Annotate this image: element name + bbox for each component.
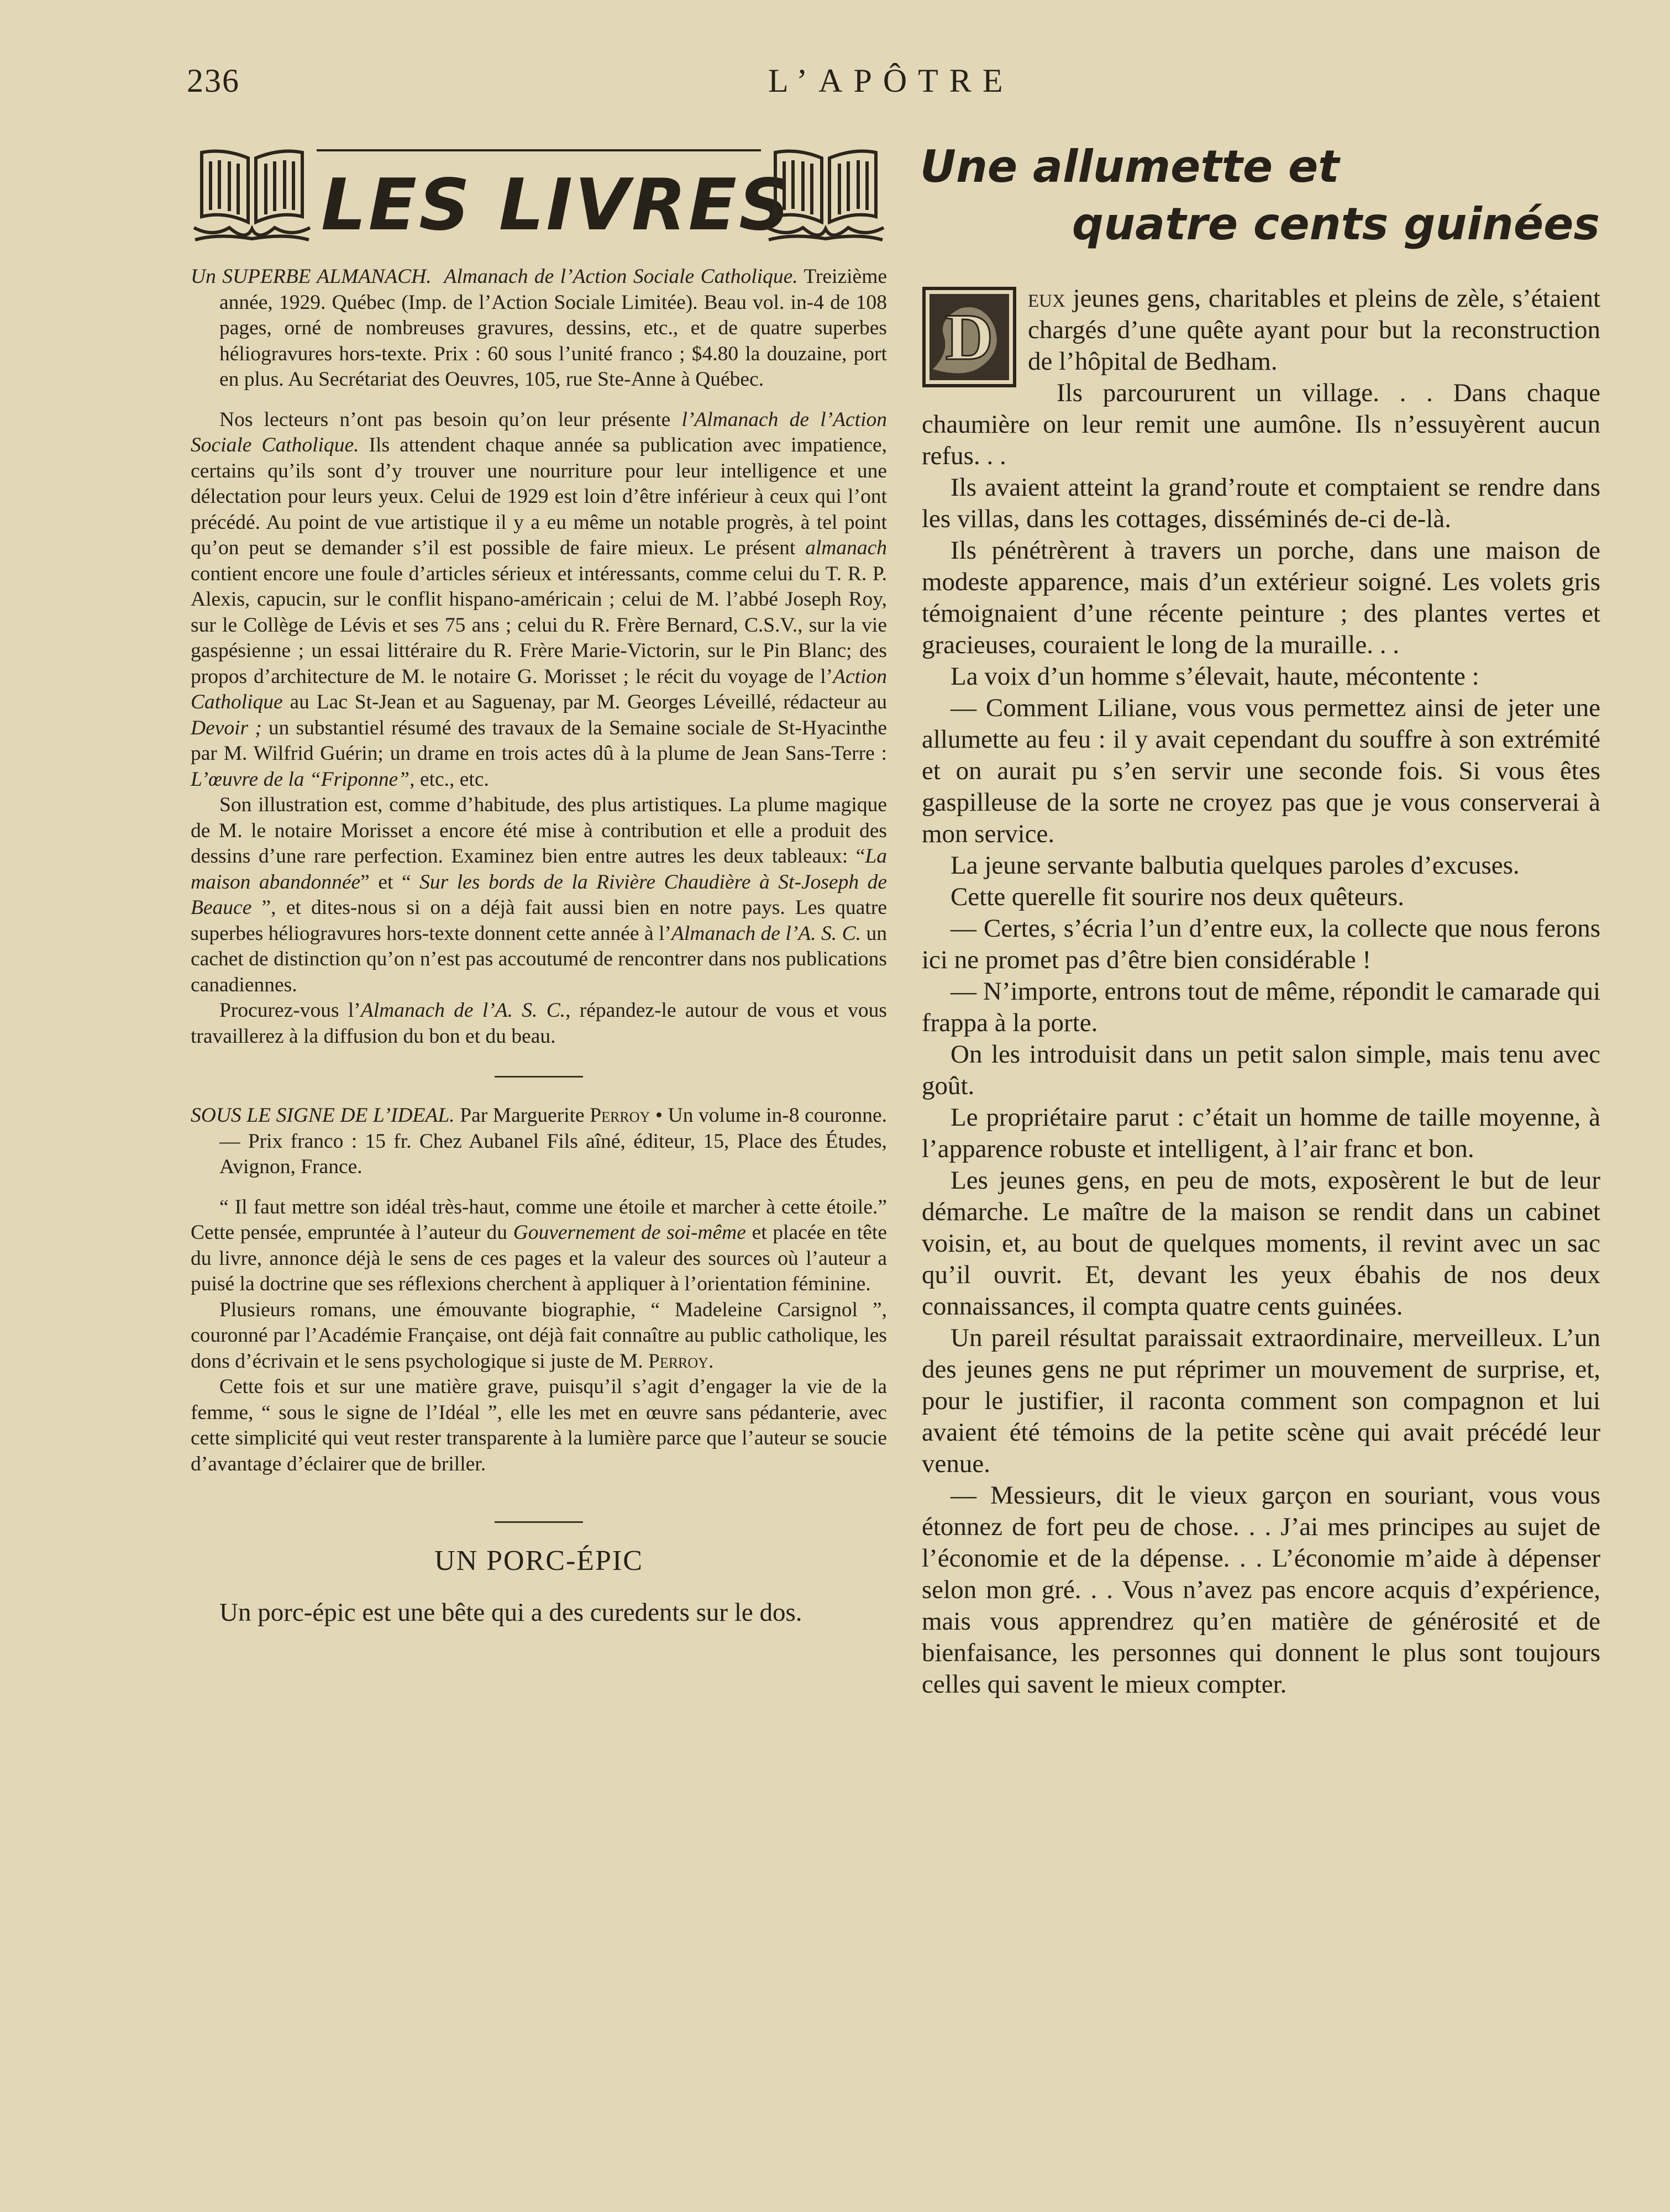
open-book-ornament-icon [764,145,887,244]
books-section-header [191,145,887,250]
porc-epic-text: Un porc-épic est une bête qui a des curedents sur le dos. [219,1598,802,1627]
story-paragraph: — Messieurs, dit le vieux garçon en souriant, vous vous étonnez de fort peu de chose. . . J’ai mes principes au sujet de l’économie et de la dépense. . . L’économie m’aide à dépenser selon mon gré. . . Vous n’avez pas encore acquis d’expérience, mais vous apprendrez qu’en matière de générosité et de bienfaisance, les personnes qui donnent le plus sont toujours celles qui savent le mieux compter. [922,1481,1600,1699]
story-paragraph: Le propriétaire parut : c’était un homme de taille moyenne, à l’apparence robuste et intelligent, à l’air franc et bon. [922,1103,1600,1163]
story-paragraph: Ils pénétrèrent à travers un porche, dans une maison de modeste apparence, mais d’un extérieur soigné. Les volets gris témoignaient d’une récente peinture ; des plantes vertes et gracieuses, couraient le long de la muraille. . . [922,536,1600,659]
story-paragraph: On les introduisit dans un petit salon simple, mais tenu avec goût. [922,1040,1600,1100]
review-1-book-title: Almanach de l’Action Sociale Catholique. [444,265,798,288]
story-paragraph: Cette querelle fit sourire nos deux quêteurs. [950,882,1404,911]
svg-text:D: D [945,300,994,374]
review-2-paragraph: Plusieurs romans, une émouvante biographie, “ Madeleine Carsignol ”, couronné par l’Académie Française, ont déjà fait connaître au public catholique, les dons d’écrivain et le sens psychologique si juste de M. Perroy. [191,1298,887,1373]
story-paragraph: Un pareil résultat paraissait extraordinaire, merveilleux. L’un des jeunes gens ne put réprimer un mouvement de surprise, et, pour le justifier, il raconta comment son compagnon et lui avaient été témoins de la petite scène qui avait précédé leur venue. [922,1323,1600,1478]
running-title: L’APÔTRE [768,62,1014,99]
story-paragraph: Les jeunes gens, en peu de mots, exposèrent le but de leur démarche. Le maître de la maison se rendit dans un cabinet voisin, et, au bout de quelques moments, il revint avec un sac qu’il ouvrit. Et, devant les yeux ébahis de nos deux connaissances, il compta quatre cents guinées. [922,1166,1600,1321]
page-number: 236 [187,62,240,99]
story-paragraph: La voix d’un homme s’élevait, haute, mécontente : [950,662,1479,691]
review-1-title: Un SUPERBE ALMANACH. [191,265,432,288]
review-2-title: SOUS LE SIGNE DE L’IDEAL. [191,1104,455,1127]
header-rule [317,149,761,151]
section-divider [495,1076,583,1078]
porc-epic-title: UN PORC-ÉPIC [434,1545,643,1577]
review-1-entry [191,264,887,393]
story-paragraph: — N’importe, entrons tout de même, répondit le camarade qui frappa à la porte. [922,977,1600,1037]
story-paragraph: La jeune servante balbutia quelques paroles d’excuses. [950,851,1520,880]
open-book-ornament-icon [191,145,313,244]
section-divider [495,1521,583,1523]
review-1-paragraph: Son illustration est, comme d’habitude, des plus artistiques. La plume magique de M. le notaire Morisset a encore été mise à contribution et elle a produit des dessins d’une rare perfection. Examinez bien entre autres les deux tableaux: “La maison abandonnée” et “ Sur les bords de la Rivière Chaudière à St-Joseph de Beauce ”, et dites-nous si on a déjà fait aussi bien en notre pays. Les quatre superbes héliogravures hors-texte donnent cette année à l’Almanach de l’A. S. C. un cachet de distinction qu’on n’est pas accoutumé de rencontrer dans nos publications canadiennes. [191,794,887,996]
story-paragraph: Ils avaient atteint la grand’route et comptaient se rendre dans les villas, dans les cottages, disséminés de-ci de-là. [922,473,1600,533]
story-paragraph: — Certes, s’écria l’un d’entre eux, la collecte que nous ferons ici ne promet pas d’être bien considérable ! [922,914,1600,974]
story-paragraph: — Comment Liliane, vous vous permettez ainsi de jeter une allumette au feu : il y avait cependant du souffre à son extrémité et on aurait pu s’en servir une seconde fois. Si vous êtes gaspilleuse de la sorte ne croyez pas que je vous conserverai à mon service. [922,693,1600,848]
books-section-title: LES LIVRES [321,164,792,246]
review-2-paragraph: “ Il faut mettre son idéal très-haut, comme une étoile et marcher à cette étoile.” Cette pensée, empruntée à l’auteur du Gouvernement de soi-même et placée en tête du livre, annonce déjà le sens de ces pages et la valeur des sources où l’auteur a puisé la doctrine que ses réflexions cherchent à appliquer à l’orientation féminine. [191,1195,887,1295]
review-2-author: Perroy [590,1104,650,1127]
story-title: Une allumette et quatre cents guinées [920,141,1600,250]
review-1-details: Treizième année, 1929. Québec (Imp. de l’Action Sociale Limitée). Beau vol. in-4 de 108 pages, orné de nombreuses gravures, dessins, etc., et de quatre superbes héliogravures hors-texte. Prix : 60 sous l’unité franco ; $4.80 la douzaine, port en plus. Au Secrétariat des Oeuvres, 105, rue Ste-Anne à Québec. [219,265,887,391]
review-2-entry: SOUS LE SIGNE DE L’IDEAL. Par Marguerite Perroy • Un volume in-8 couronne.— Prix franco : 15 fr. Chez Aubanel Fils aîné, éditeur, 15, Place des Études, Avignon, France. [191,1104,887,1178]
review-1-paragraph: Nos lecteurs n’ont pas besoin qu’on leur présente l’Almanach de l’Action Sociale Catholique. Ils attendent chaque année sa publication avec impatience, certains qu’ils sont d’y trouver une nourriture pour leur intelligence et une délectation pour leurs yeux. Celui de 1929 est loin d’être inférieur à ceux qui l’ont précédé. Au point de vue artistique il y a eu même un notable progrès, à tel point qu’on peut se demander s’il est possible de faire mieux. Le présent almanach contient encore une foule d’articles sérieux et intéressants, comme celui du T. R. P. Alexis, capucin, sur le conflit hispano-américain ; celui de M. l’abbé Joseph Roy, sur le Collège de Lévis et ses 75 ans ; celui du R. Frère Bernard, C.S.V., sur la vie gaspésienne ; un essai littéraire du R. Frère Marie-Victorin, sur le Pin Blanc; des propos d’architecture de M. le notaire G. Morisset ; le récit du voyage de l’Action Catholique au Lac St-Jean et au Saguenay, par M. Georges Léveillé, rédacteur au Devoir ; un substantiel résumé des travaux de la Semaine sociale de St-Hyacinthe par M. Wilfrid Guérin; un drame en trois actes dû à la plume de Jean Sans-Terre : L’œuvre de la “Friponne”, etc., etc. [191,408,887,791]
story-paragraph: Ils parcoururent un village. . . Dans chaque chaumière on leur remit une aumône. Ils n’essuyèrent aucun refus. . . [922,379,1600,470]
review-1-paragraph: Procurez-vous l’Almanach de l’A. S. C., répandez-le autour de vous et vous travaillerez à la diffusion du bon et du beau. [191,999,887,1048]
review-2-details: • Un volume in-8 couronne.— Prix franco : 15 fr. Chez Aubanel Fils aîné, éditeur, 15, Place des Études, Avignon, France. [219,1104,887,1178]
story-column [922,283,1600,1700]
ornamental-dropcap-icon [922,286,1017,388]
story-paragraph-first: D eux jeunes gens, charitables et pleins de zèle, s’étaient chargés d’une quête ayant pour but la reconstruction de l’hôpital de Bedham. [922,283,1600,377]
left-column [191,264,887,1628]
review-2-paragraph: Cette fois et sur une matière grave, puisqu’il s’agit d’engager la vie de la femme, “ sous le signe de l’Idéal ”, elle les met en œuvre sans pédanterie, avec cette simplicité qui veut rester transparente à la lumière parce que l’auteur se soucie d’avantage d’éclairer que de briller. [191,1375,887,1475]
